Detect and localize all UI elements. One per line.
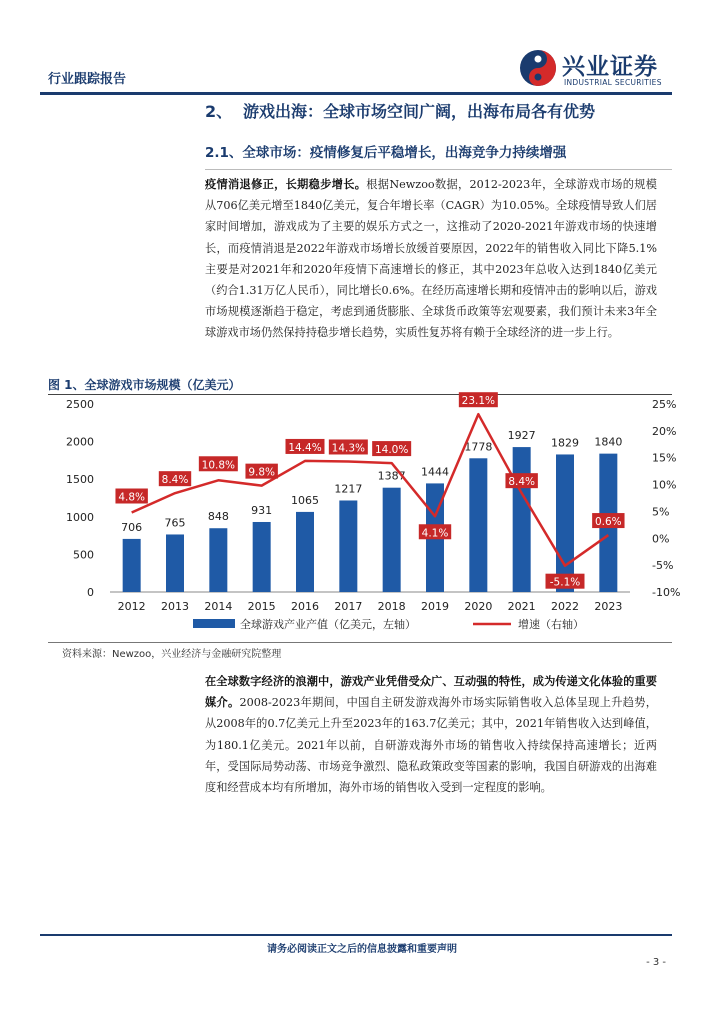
bar-value-label: 706: [121, 520, 143, 534]
y-left-tick-label: 2000: [66, 435, 94, 449]
bar-value-label: 1840: [594, 435, 623, 449]
bar-value-label: 1065: [291, 493, 319, 507]
header-divider: [40, 92, 672, 95]
bar: [253, 522, 271, 592]
x-tick-label: 2017: [334, 600, 363, 613]
y-left-tick-label: 1500: [66, 473, 94, 487]
disclaimer-note: 请务必阅读正文之后的信息披露和重要声明: [267, 944, 457, 955]
paragraph-2-lead: 在全球数字经济的浪潮中，游戏产业凭借受众广、互动强的特性，成为传递文化体验的重要媒介。: [205, 675, 657, 710]
subsection-divider: [205, 169, 672, 170]
bar: [383, 488, 401, 592]
bar: [123, 539, 141, 592]
growth-value-label: 0.6%: [594, 516, 622, 529]
logo-english: INDUSTRIAL SECURITIES: [564, 78, 662, 87]
growth-line: [132, 414, 609, 565]
x-tick-label: 2020: [464, 600, 493, 613]
y-right-tick-label: 10%: [652, 478, 677, 492]
y-left-tick-label: 2500: [66, 398, 94, 411]
bar: [339, 500, 357, 592]
report-type-label: 行业跟踪报告: [48, 72, 127, 87]
growth-value-label: 14.3%: [331, 442, 366, 455]
paragraph-2-body: 2008-2023年期间，中国自主研发游戏海外市场实际销售收入总体呈现上升趋势，从2008年的0.7亿美元上升至2023年的163.7亿美元；其中，2021年销售收入达到峰值，为180.1亿美元。2021年以前，自研游戏海外市场的销售收入持续保持高速增长；近两年，受国际局势动荡、市场竞争激烈、隐私政策政变等国素的影响，我国自研游戏的出海难度和经营成本均有所增加，海外市场的销售收入受到一定程度的影响。: [205, 696, 657, 795]
paragraph-1-lead: 疫情消退修正，长期稳步增长。: [205, 178, 367, 191]
growth-value-label: 14.0%: [374, 444, 409, 457]
growth-value-label: 14.4%: [288, 441, 322, 454]
market-size-chart: [48, 395, 681, 642]
x-tick-label: 2018: [377, 600, 406, 613]
x-tick-label: 2023: [594, 600, 623, 613]
growth-value-label: -5.1%: [549, 576, 581, 589]
y-right-tick-label: 25%: [652, 398, 677, 411]
legend-line-label: 增速（右轴）: [518, 618, 584, 631]
growth-value-label: 10.8%: [201, 459, 236, 472]
bar-value-label: 1387: [377, 469, 406, 483]
bar: [209, 528, 227, 592]
figure-title: 图 1、全球游戏市场规模（亿美元）: [48, 378, 241, 392]
bar-value-label: 931: [251, 503, 273, 517]
bar-value-label: 1444: [421, 465, 449, 479]
x-tick-label: 2014: [204, 600, 233, 613]
x-tick-label: 2012: [117, 600, 146, 613]
x-tick-label: 2019: [421, 600, 449, 613]
y-right-tick-label: 5%: [652, 505, 670, 519]
x-tick-label: 2015: [247, 600, 276, 613]
bar: [513, 447, 531, 592]
paragraph-2: [205, 671, 657, 798]
growth-value-label: 23.1%: [461, 395, 496, 408]
bar-value-label: 1778: [464, 440, 493, 454]
bar: [469, 458, 487, 592]
growth-value-label: 4.1%: [421, 527, 449, 540]
x-tick-label: 2013: [161, 600, 189, 613]
subsection-title: 2.1、全球市场：疫情修复后平稳增长，出海竞争力持续增强: [205, 145, 567, 161]
logo-chinese: 兴业证券: [562, 54, 658, 80]
growth-value-label: 8.4%: [508, 476, 536, 489]
y-left-tick-label: 500: [73, 548, 94, 562]
section-number: 2、: [205, 102, 233, 121]
y-left-tick-label: 0: [87, 586, 94, 599]
bar-value-label: 1217: [334, 482, 363, 496]
x-tick-label: 2016: [291, 600, 319, 613]
growth-value-label: 4.8%: [118, 491, 146, 504]
legend-bar-label: 全球游戏产业产值（亿美元，左轴）: [240, 618, 416, 631]
legend-bar-swatch: [193, 619, 235, 628]
company-logo: [518, 46, 668, 92]
x-tick-label: 2021: [507, 600, 536, 613]
bar-value-label: 765: [164, 516, 186, 530]
bar-value-label: 1927: [507, 429, 536, 443]
y-right-tick-label: 0%: [652, 532, 670, 546]
y-right-tick-label: -5%: [652, 559, 674, 573]
figure-bottom-rule: [48, 642, 672, 643]
y-right-tick-label: -10%: [652, 586, 681, 599]
y-right-tick-label: 15%: [652, 451, 677, 465]
bar: [296, 512, 314, 592]
footer-divider: [40, 934, 672, 936]
bar-value-label: 1829: [551, 436, 579, 450]
page-number: - 3 -: [646, 957, 666, 968]
section-title-text: 游戏出海：全球市场空间广阔，出海布局各有优势: [243, 102, 596, 121]
bar-value-label: 848: [207, 510, 229, 524]
figure-source: 资料来源：Newzoo，兴业经济与金融研究院整理: [62, 649, 282, 660]
paragraph-1: [205, 174, 657, 344]
bar: [166, 534, 184, 592]
logo-mark-icon: [518, 48, 558, 88]
y-right-tick-label: 20%: [652, 424, 677, 438]
section-title: [205, 99, 595, 122]
x-tick-label: 2022: [551, 600, 579, 613]
bar: [556, 454, 574, 592]
growth-value-label: 9.8%: [248, 466, 276, 479]
growth-value-label: 8.4%: [161, 474, 189, 487]
paragraph-1-body: 根据Newzoo数据，2012-2023年，全球游戏市场的规模从706亿美元增至1840亿美元，复合年增长率（CAGR）为10.05%。全球疫情导致人们居家时间增加，游戏成为了主要的娱乐方式之一，这推动了2020-2021年游戏市场的快速增长，而疫情消退是2022年游戏市场增长放缓首要原因，2022年的销售收入同比下降5.1%主要是对2021年和2020年疫情下高速增长的修正，其中2023年总收入达到1840亿美元（约合1.31万亿人民币），同比增长0.6%。在经历高速增长期和疫情冲击的影响以后，游戏市场规模逐渐趋于稳定，考虑到通货膨胀、全球货币政策等宏观要素，我们预计未来3年全球游戏市场仍然保持持稳步增长趋势，实质性复苏将有赖于全球经济的进一步上行。: [205, 178, 657, 340]
figure-top-rule: [48, 394, 672, 395]
y-left-tick-label: 1000: [66, 510, 94, 524]
